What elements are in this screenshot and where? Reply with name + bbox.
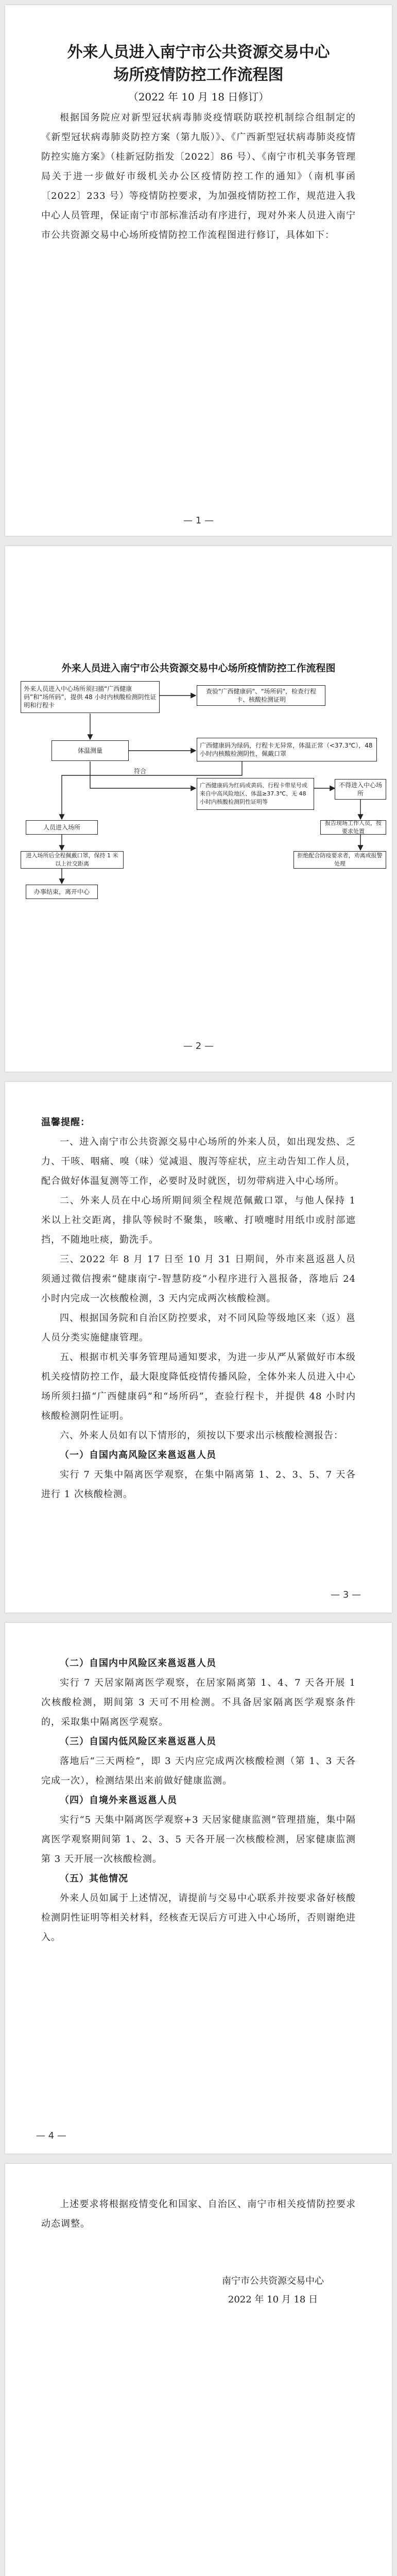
flow-box-deny-entry: 不得进入中心场所 xyxy=(335,779,386,800)
flow-box-scan-code: 外来人员进入中心场所须扫描“广西健康码”和“场所码”，提供 48 小时内核酸检测阴性证明和行程卡 xyxy=(21,681,160,713)
flow-box-finish-leave: 办事结束，离开中心 xyxy=(26,885,98,899)
section-four-heading: （四）自境外来邕返邕人员 xyxy=(60,1795,177,1806)
section-one-text: 实行 7 天集中隔离医学观察，在集中隔离第 1、2、3、5、7 天各进行 1 次核酸检测。 xyxy=(41,1469,356,1500)
section-three-text: 落地后“三天两检”，即 3 天内应完成两次核酸检测（第 1、3 天各完成一次），检测结果出来前做好健康监测。 xyxy=(41,1756,356,1786)
flow-box-allow-entry: 人员进入场所 xyxy=(26,820,98,835)
section-five-heading: （五）其他情况 xyxy=(60,1873,128,1884)
flow-box-during-visit: 进入场所后全程佩戴口罩，保持 1 米以上社交距离 xyxy=(21,851,124,869)
section-three-heading: （三）自国内低风险区来邕返邕人员 xyxy=(60,1736,216,1747)
reminder-item-6: 六、外来人员如有以下情形的，须按以下要求出示核酸检测报告： xyxy=(60,1430,343,1441)
page-number: — 2 — xyxy=(183,1041,214,1052)
document-page-5 xyxy=(5,2164,392,2576)
reminder-item-5: 五、根据市机关事务管理局通知要求，为进一步从严从紧做好市本级机关疫情防控工作，最大限度降低疫情传播风险，全体外来人员进入中心场所须扫描“广西健康码”和“场所码”，查验行程卡，并提供 48 小时内核酸检测阴性证明。 xyxy=(41,1352,356,1421)
flow-box-temperature: 体温测量 xyxy=(51,740,129,761)
flow-box-green-code: 广西健康码为绿码，行程卡无异常，体温正常（<37.3℃），48 小时内核酸检测阴性，佩戴口罩 xyxy=(197,738,377,761)
flowchart-title: 外来人员进入南宁市公共资源交易中心场所疫情防控工作流程图 xyxy=(61,663,336,674)
revision-date: （2022 年 10 月 18 日修订） xyxy=(128,91,269,103)
section-one-heading: （一）自国内高风险区来邕返邕人员 xyxy=(60,1450,216,1461)
flow-box-report: 报告现场工作人员，按要求处置 xyxy=(320,820,386,835)
page-number: — 1 — xyxy=(183,515,214,526)
document-title-line-1: 外来人员进入南宁市公共资源交易中心 xyxy=(67,43,330,61)
reminder-item-2: 二、外来人员在中心场所期间须全程规范佩戴口罩，与他人保持 1 米以上社交距离，排队等候时不聚集，咳嗽、打喷嚏时用纸巾或肘部遮挡，不随地吐痰，勤洗手。 xyxy=(41,1195,356,1245)
document-page-1 xyxy=(5,5,392,536)
section-two-heading: （二）自国内中风险区来邕返邕人员 xyxy=(60,1658,216,1669)
closing-paragraph: 上述要求将根据疫情变化和国家、自治区、南宁市相关疫情防控要求动态调整。 xyxy=(41,2199,356,2229)
flow-box-refuse-note: 拒绝配合防疫要求者，劝离或报警处理 xyxy=(294,851,386,869)
reminder-heading: 温馨提醒： xyxy=(41,1117,90,1128)
reminder-item-4: 四、根据国务院和自治区防控要求，对不同风险等级地区来（返）邕人员分类实施健康管理。 xyxy=(41,1313,356,1343)
intro-paragraph: 根据国务院应对新型冠状病毒肺炎疫情联防联控机制综合组制定的《新型冠状病毒肺炎防控方案（第九版）》、《广西新型冠状病毒肺炎疫情防控实施方案》（桂新冠防指发〔2022〕86 号）、《南宁市机关事务管理局关于进一步做好市级机关办公区疫情防控工作的通知》（南机事函〔2022〕233 号）等疫情防控要求，为加强疫情防控工作，规范进入我中心人员管理，保证南宁市部标准活动有序进行，现对外来人员进入南宁市公共资源交易中心场所疫情防控工作流程图进行修订，具体如下： xyxy=(41,112,356,241)
section-five-text: 外来人员如属于上述情况，请提前与交易中心联系并按要求备好核酸检测阴性证明等相关材料，经核查无误后方可进入中心场所，否则谢绝进入。 xyxy=(41,1893,356,1943)
document-title-line-2: 场所疫情防控工作流程图 xyxy=(113,66,284,84)
document-page-4 xyxy=(5,1623,392,2154)
section-two-text: 实行 7 天居家隔离医学观察，在居家隔离第 1、4、7 天各开展 1 次核酸检测，期间第 3 天可不用检测。不具备居家隔离医学观察条件的，采取集中隔离医学观察。 xyxy=(41,1677,356,1727)
document-page-3 xyxy=(5,1082,392,1613)
issuing-organization: 南宁市公共资源交易中心 xyxy=(222,2276,324,2286)
document-page-2 xyxy=(5,546,392,1072)
flow-box-abnormal: 广西健康码为红码或黄码、行程卡带星号或来自中高风险地区、体温≥37.3℃、无 48 小时内核酸检测阴性证明等 xyxy=(197,778,314,810)
section-four-text: 实行“5 天集中隔离医学观察+3 天居家健康监测”管理措施，集中隔离医学观察期间第 1、2、3、5 天各开展一次核酸检测，居家健康监测第 3 天开展一次核酸检测。 xyxy=(41,1815,356,1865)
reminder-item-1: 一、进入南宁市公共资源交易中心场所的外来人员，如出现发热、乏力、干咳、咽痛、嗅（味）觉减退、腹泻等症状，应主动告知工作人员，配合做好体温复测等工作，必要时及时就医，切勿带病进入中心场所。 xyxy=(41,1137,356,1187)
page-number: — 3 — xyxy=(331,1589,361,1600)
reminder-item-3: 三、2022 年 8 月 17 日至 10 月 31 日期间，外市来邕返邕人员须通过微信搜索“健康南宁-智慧防疫”小程序进行入邕报备，落地后 24 小时内完成一次核酸检测，3 天内完成两次核酸检测。 xyxy=(41,1254,356,1304)
page-number: — 4 — xyxy=(36,2130,66,2141)
flow-label-pass: 符合 xyxy=(134,768,147,775)
issue-date: 2022 年 10 月 18 日 xyxy=(228,2294,318,2305)
flow-box-check-entry: 查验"广西健康码"、"场所码"，检查行程卡、核酸检测证明 xyxy=(197,685,325,706)
